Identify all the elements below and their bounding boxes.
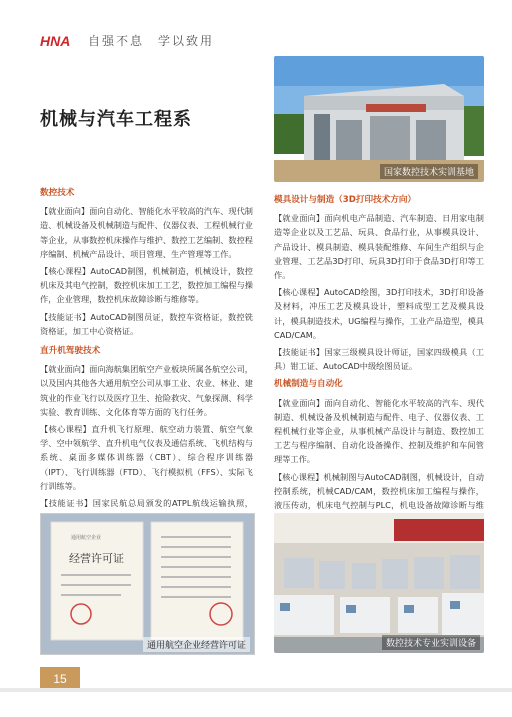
page-number: 15 [40,667,80,691]
hna-logo: HNA [40,33,71,49]
section-mold-design [274,193,484,373]
school-motto: 自强不息 学以致用 [88,34,215,48]
paragraph-employment: 【就业面向】面向机电产品制造、汽车制造、日用家电制造等企业以及工艺品、玩具、食品行业，从事模具设计、产品设计、模具制造、模具装配维修、车间生产组织与企业管理、工艺品3D打印、玩具3D打印于食品3D打印等工作。 [274,213,484,281]
certificate-photo-caption: 通用航空企业经营许可证 [143,637,250,652]
page-header [0,0,512,49]
section-heading: 数控技术 [40,188,75,198]
factory-photo-caption: 国家数控技术实训基地 [380,164,478,179]
paragraph-employment: 【就业面向】面向海航集团航空产业板块所属各航空公司，以及国内其他各大通用航空公司从事工业、农业、林业、建筑业的作业飞行以及医疗卫生、抢险救灾、气象探测、科学实验、教育训练、文化体育等方面的飞行任务。 [40,364,253,417]
paragraph-core-courses: 【核心课程】AutoCAD绘图，3D打印技术，3D打印设备及材料，冲压工艺及模具设计，塑料成型工艺及模具设计，模具制造技术，UG编程与操作，工业产品造型，模具CAD/CAM。 [274,287,484,340]
section-heading: 直升机驾驶技术 [40,346,101,357]
paragraph-core-courses: 【核心课程】AutoCAD制图，机械制造，机械设计，数控机床及其电气控制，数控机床加工工艺，数控加工编程与操作，企业管理，数控机床故障诊断与维修等。 [40,266,253,305]
page-title: 机械与汽车工程系 [40,109,192,130]
paragraph-core-courses: 【核心课程】直升机飞行原理、航空动力装置、航空气象学、空中领航学、直升机电气仪表及通信系统、飞机结构与系统、桌面多媒体训练器（CBT）、综合程序训练器（IPT）、飞行训练器（FTD）、飞行模拟机（FFS）、实际飞行训练等。 [40,424,253,491]
paragraph-certificates: 【技能证书】国家三级模具设计师证，国家四级模具（工具）钳工证、AutoCAD中级绘图员证。 [274,347,484,372]
certificate-header: 通用航空企业 [71,535,102,541]
section-helicopter-piloting [40,344,253,524]
page-footer-strip [0,688,512,692]
certificate-title: 经营许可证 [69,552,124,565]
paragraph-core-courses: 【核心课程】机械制图与AutoCAD制图，机械设计，自动控制系统，机械CAD/CAM，数控机床加工编程与操作，液压传动，机床电气控制与PLC，机电设备故障诊断与维 [274,471,484,511]
license-certificate-photo [40,513,255,655]
factory-building-photo [274,56,484,182]
paragraph-employment: 【就业面向】面向自动化、智能化水平较高的汽车、现代制造、机械设备及机械制造与配件、仪器仪表、工程机械行业等企业，从事数控机床操作与维护、数控工艺编制、数控程序编制、机械产品设计、项目管理、生产管理等工作。 [40,206,253,259]
section-cnc-technology [40,186,253,338]
left-column [40,186,253,527]
paragraph-employment: 【就业面向】面向自动化、智能化水平较高的汽车、现代制造、机械设备及机械制造与配件、电子、仪器仪表、工程机械行业等企业，从事机械产品设计与制造、数控加工工艺与程序编制、自动化设备操作、控制及维护和车间管理等工作。 [274,397,484,465]
paragraph-certificates: 【技能证书】国家民航总局颁发的ATPL航线运输执照， [40,498,253,509]
workshop-equipment-photo [274,513,484,653]
workshop-photo-caption: 数控技术专业实训设备 [382,635,480,650]
section-heading: 机械制造与自动化 [274,379,343,390]
paragraph-certificates: 【技能证书】AutoCAD制图员证，数控车资格证，数控铣资格证，加工中心资格证。 [40,311,253,336]
workshop-image [274,513,484,653]
section-heading: 模具设计与制造（3D打印技术方向） [274,195,417,205]
